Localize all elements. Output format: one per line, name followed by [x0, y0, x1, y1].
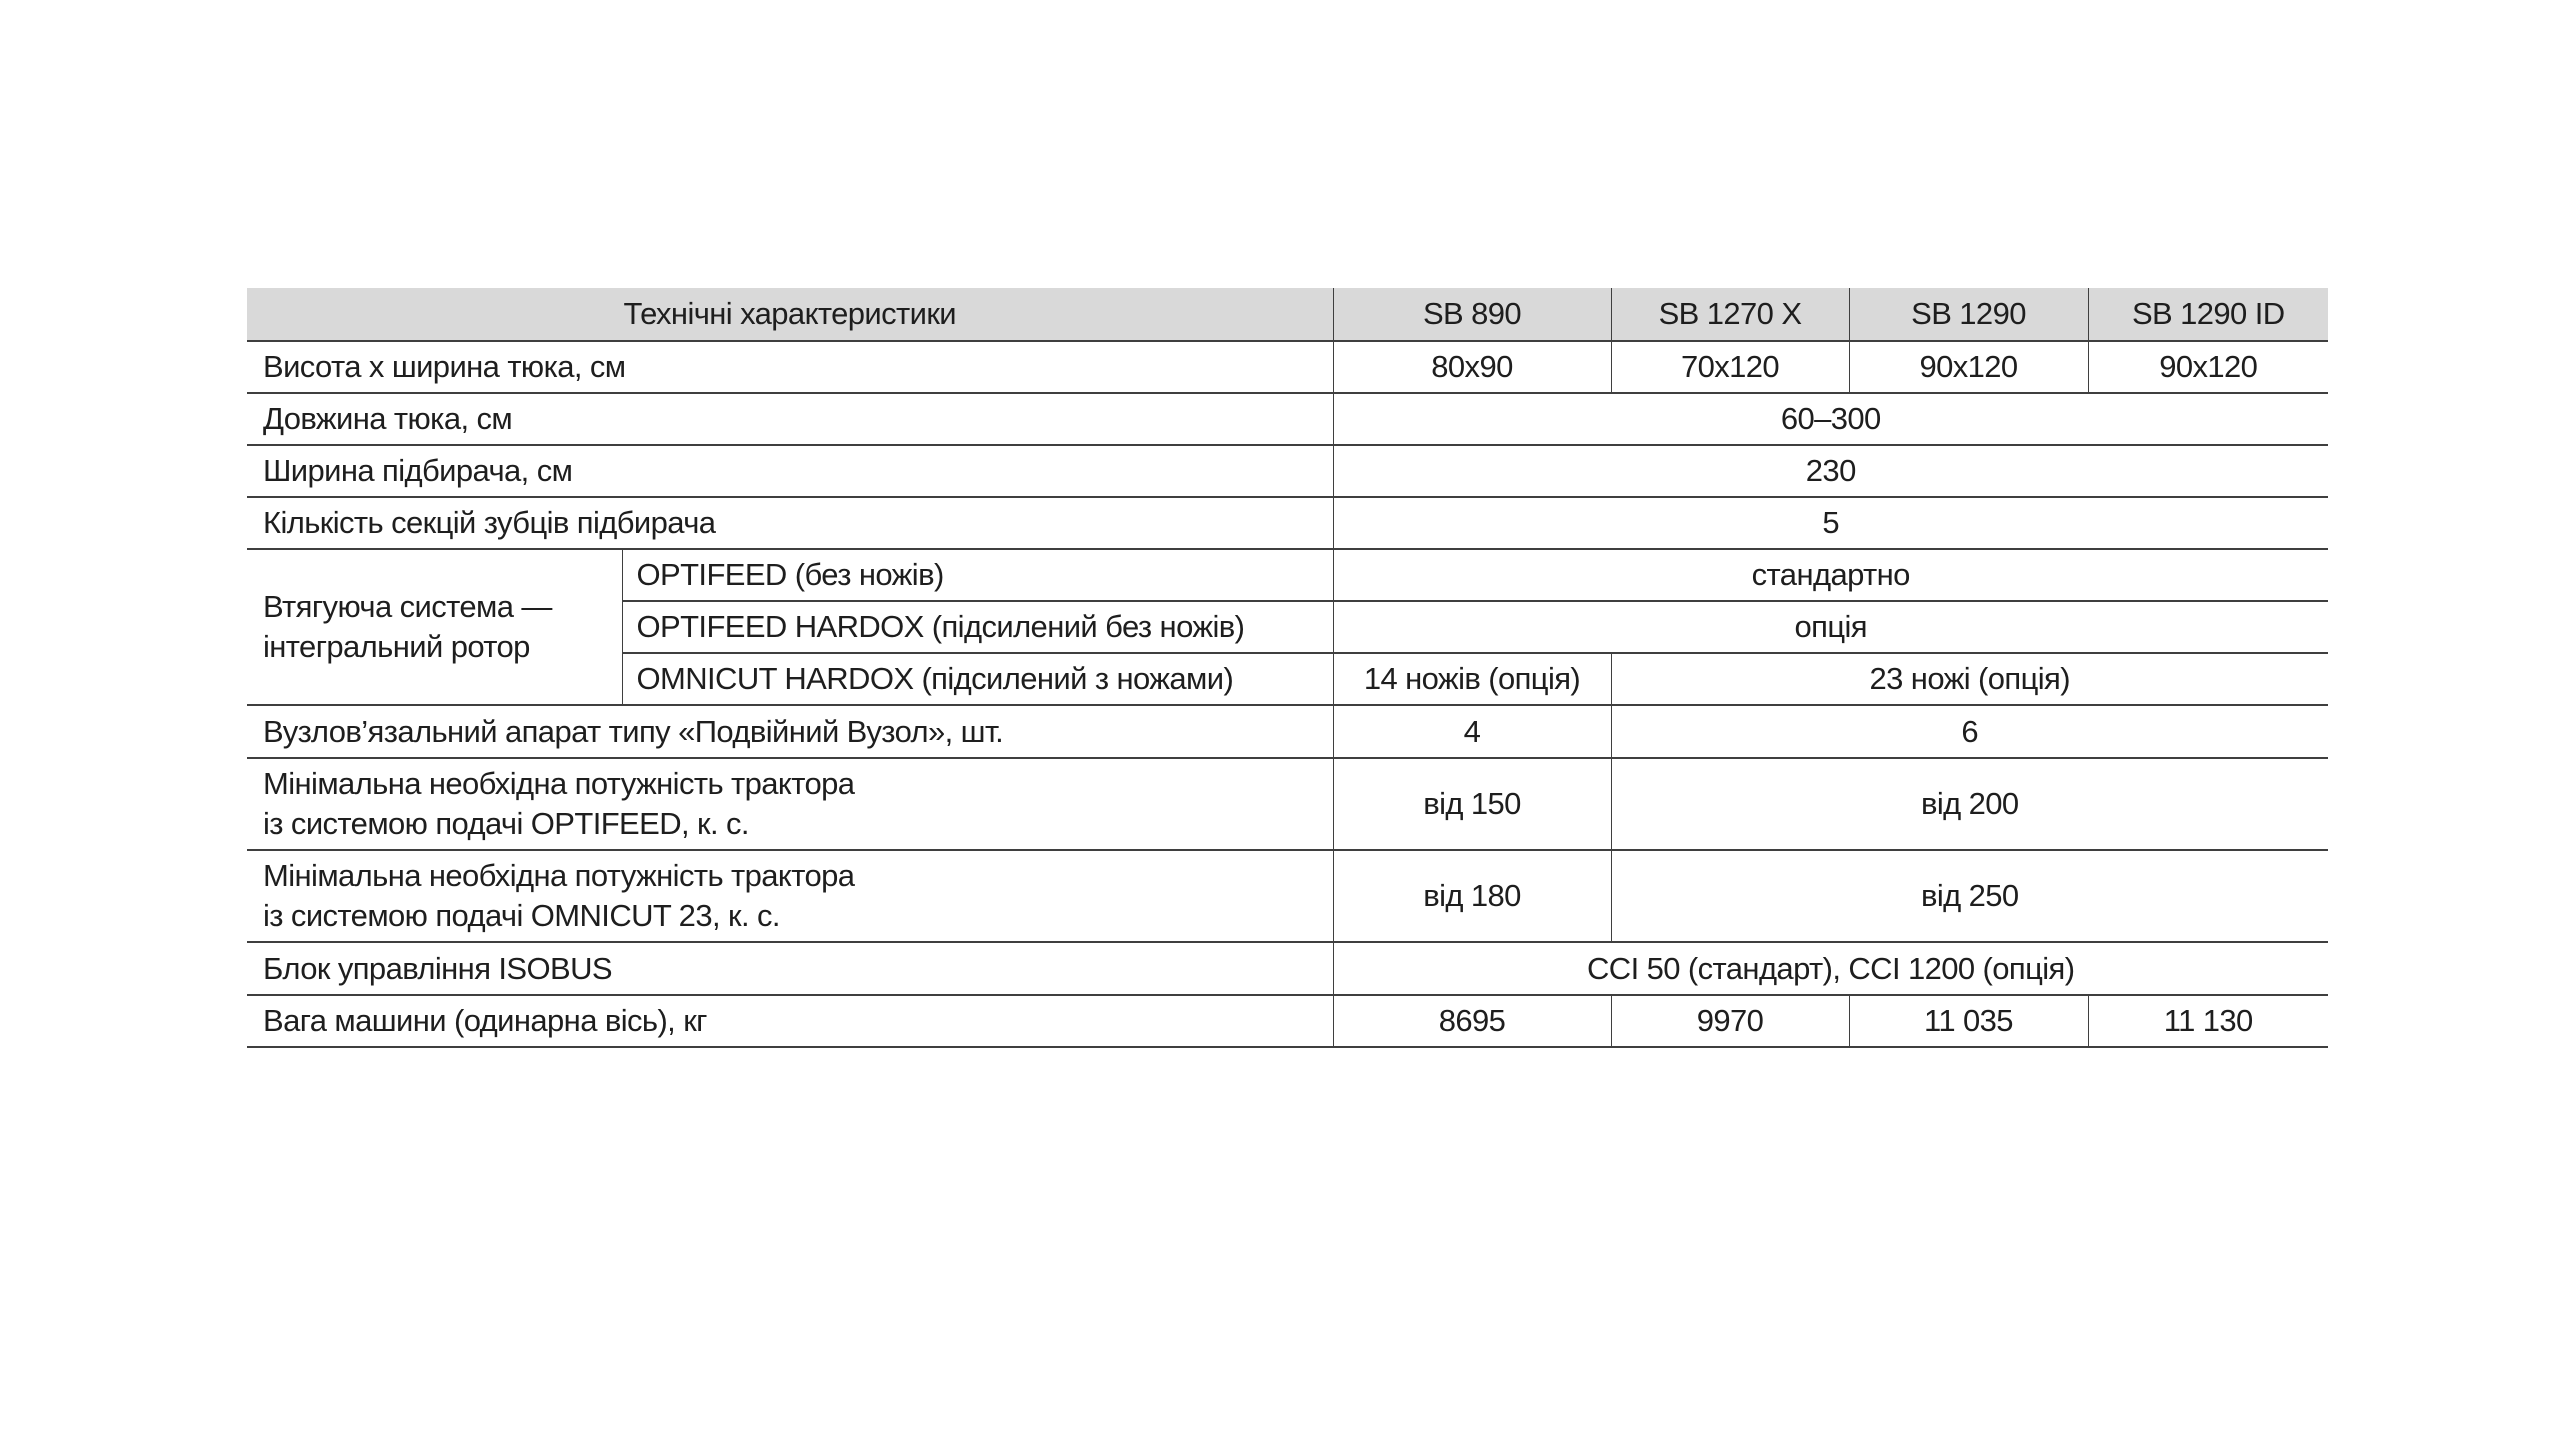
cell-value: 6	[1611, 705, 2328, 758]
row-label-line1: Мінімальна необхідна потужність трактора	[263, 766, 855, 801]
table-row-bale-size	[247, 341, 2328, 393]
row-sublabel: OPTIFEED (без ножів)	[622, 549, 1333, 601]
cell-value: 11 130	[2088, 995, 2328, 1047]
cell-value: 9970	[1611, 995, 1849, 1047]
group-label-line2: інтегральний ротор	[263, 629, 530, 664]
header-row	[247, 288, 2328, 341]
cell-value: 90x120	[2088, 341, 2328, 393]
header-model-sb1270x: SB 1270 X	[1611, 288, 1849, 341]
cell-value: від 150	[1333, 758, 1611, 850]
cell-value: 80x90	[1333, 341, 1611, 393]
feed-system-group-label	[247, 549, 622, 705]
row-label	[247, 758, 1333, 850]
cell-value: від 180	[1333, 850, 1611, 942]
cell-value: CCI 50 (стандарт), CCI 1200 (опція)	[1333, 942, 2328, 995]
cell-value: 60–300	[1333, 393, 2328, 445]
header-model-sb1290: SB 1290	[1849, 288, 2088, 341]
row-label	[247, 850, 1333, 942]
row-sublabel: OPTIFEED HARDOX (підсилений без ножів)	[622, 601, 1333, 653]
row-label: Висота x ширина тюка, см	[247, 341, 1333, 393]
row-label: Вузлов’язальний апарат типу «Подвійний Вузол», шт.	[247, 705, 1333, 758]
header-model-sb1290id: SB 1290 ID	[2088, 288, 2328, 341]
table-row-power-omnicut	[247, 850, 2328, 942]
cell-value: 11 035	[1849, 995, 2088, 1047]
cell-value: 23 ножі (опція)	[1611, 653, 2328, 705]
table-row-bale-length	[247, 393, 2328, 445]
row-label: Кількість секцій зубців підбирача	[247, 497, 1333, 549]
row-label-line2: із системою подачі OPTIFEED, к. с.	[263, 806, 749, 841]
group-label-line1: Втягуюча система —	[263, 589, 552, 624]
cell-value: 5	[1333, 497, 2328, 549]
cell-value: 14 ножів (опція)	[1333, 653, 1611, 705]
cell-value: 70x120	[1611, 341, 1849, 393]
cell-value: від 250	[1611, 850, 2328, 942]
cell-value: 8695	[1333, 995, 1611, 1047]
cell-value: стандартно	[1333, 549, 2328, 601]
row-label: Довжина тюка, см	[247, 393, 1333, 445]
cell-value: від 200	[1611, 758, 2328, 850]
row-label-line2: із системою подачі OMNICUT 23, к. с.	[263, 898, 780, 933]
table-row-weight	[247, 995, 2328, 1047]
cell-value: 90x120	[1849, 341, 2088, 393]
row-label: Блок управління ISOBUS	[247, 942, 1333, 995]
table-row-knotters	[247, 705, 2328, 758]
header-model-sb890: SB 890	[1333, 288, 1611, 341]
row-sublabel: OMNICUT HARDOX (підсилений з ножами)	[622, 653, 1333, 705]
specifications-table	[247, 288, 2328, 1048]
row-label: Вага машини (одинарна вісь), кг	[247, 995, 1333, 1047]
row-label: Ширина підбирача, см	[247, 445, 1333, 497]
table-row-pickup-sections	[247, 497, 2328, 549]
cell-value: 230	[1333, 445, 2328, 497]
table-row-optifeed	[247, 549, 2328, 601]
table-row-isobus	[247, 942, 2328, 995]
cell-value: 4	[1333, 705, 1611, 758]
table-row-power-optifeed	[247, 758, 2328, 850]
header-title: Технічні характеристики	[247, 288, 1333, 341]
row-label-line1: Мінімальна необхідна потужність трактора	[263, 858, 855, 893]
cell-value: опція	[1333, 601, 2328, 653]
table-row-pickup-width	[247, 445, 2328, 497]
